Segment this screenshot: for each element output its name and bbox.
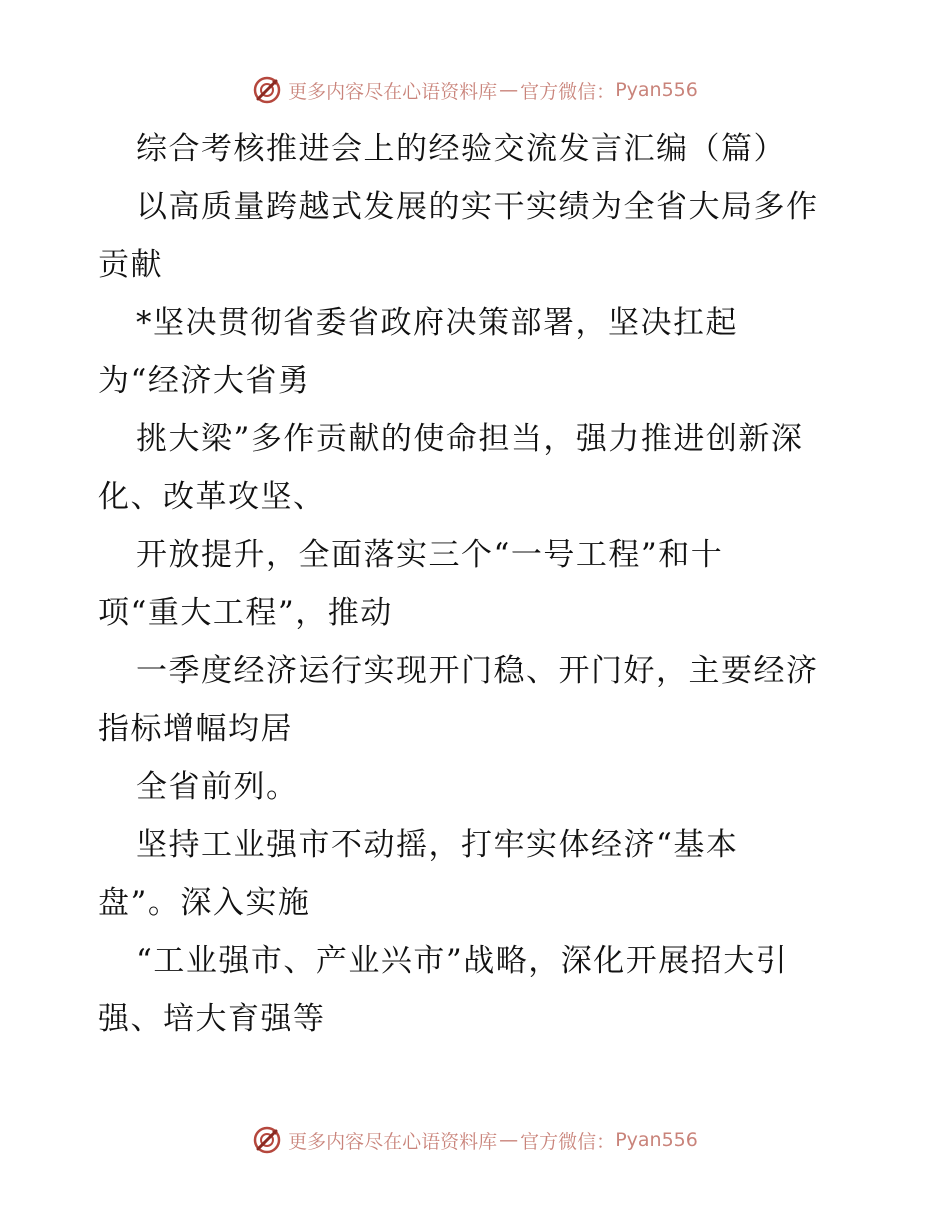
document-body	[98, 120, 858, 1048]
document-line: 全省前列。	[136, 769, 299, 805]
watermark-suffix: 官方微信：	[520, 1130, 616, 1153]
footer-watermark	[0, 1120, 950, 1160]
document-line: 强、培大育强等	[98, 1001, 326, 1037]
document-line: 开放提升，全面落实三个“一号工程”和十	[136, 537, 724, 573]
document-line: 以高质量跨越式发展的实干实绩为全省大局多作	[136, 189, 819, 225]
document-line: 坚持工业强市不动摇，打牢实体经济“基本	[136, 827, 739, 863]
watermark-suffix: 官方微信：	[520, 80, 616, 103]
document-line: 挑大梁”多作贡献的使命担当，强力推进创新深	[136, 421, 804, 457]
brand-logo-icon	[252, 1125, 282, 1155]
document-line: *坚决贯彻省委省政府决策部署，坚决扛起	[136, 305, 738, 341]
watermark-prefix: 更多内容尽在心语资料库	[288, 80, 498, 103]
watermark-prefix: 更多内容尽在心语资料库	[288, 1130, 498, 1153]
watermark-brand: Pyan556	[615, 79, 698, 101]
watermark-separator: —	[499, 79, 519, 101]
document-line: 为“经济大省勇	[98, 363, 311, 399]
header-watermark	[0, 70, 950, 110]
document-line: 指标增幅均居	[98, 711, 293, 747]
document-line: 一季度经济运行实现开门稳、开门好，主要经济	[136, 653, 819, 689]
watermark-brand: Pyan556	[615, 1129, 698, 1151]
watermark-separator: —	[499, 1129, 519, 1151]
document-line: 项“重大工程”，推动	[98, 595, 393, 631]
document-line: “工业强市、产业兴市”战略，深化开展招大引	[136, 943, 789, 979]
document-line: 化、改革攻坚、	[98, 479, 326, 515]
document-line: 贡献	[98, 247, 163, 283]
brand-logo-icon	[252, 75, 282, 105]
document-line: 盘”。深入实施	[98, 885, 311, 921]
document-line: 综合考核推进会上的经验交流发言汇编（篇）	[136, 131, 786, 167]
